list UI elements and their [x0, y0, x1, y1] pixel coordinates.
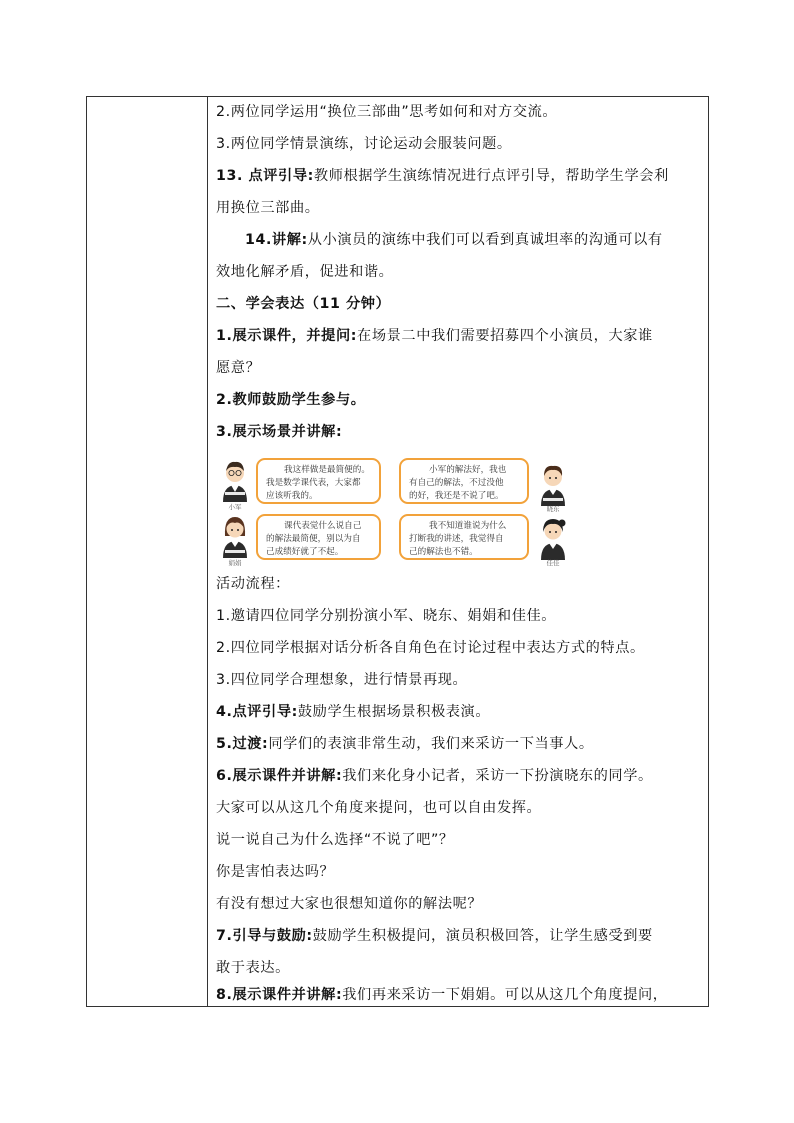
- text-line: [216, 734, 706, 754]
- line-text: 教师根据学生演练情况进行点评引导，帮助学生学会利: [313, 168, 669, 184]
- text-line: [216, 958, 706, 978]
- speech-bubble: [256, 458, 381, 504]
- text-line: [216, 166, 706, 186]
- text-line: [216, 198, 706, 218]
- student-figure-juanjuan: [220, 512, 250, 558]
- scene-illustration: [216, 454, 706, 570]
- line-text: 鼓励学生根据场景积极表演。: [297, 704, 491, 720]
- text-line: [216, 894, 706, 914]
- line-text: 活动流程：: [216, 576, 290, 592]
- bubble-text: 有自己的解法，不过没他: [409, 478, 504, 488]
- line-heading: 8.展示课件并讲解:: [216, 987, 343, 1003]
- bubble-text: 我这样做是最简便的。: [284, 465, 370, 475]
- text-line: [216, 985, 706, 1005]
- text-line: [216, 102, 706, 122]
- line-heading: 13. 点评引导:: [216, 168, 314, 184]
- line-text: 同学们的表演非常生动，我们来采访一下当事人。: [268, 736, 594, 752]
- text-line: [216, 422, 706, 442]
- bubble-text: 我是数学课代表，大家都: [266, 478, 361, 488]
- line-text: 用换位三部曲。: [216, 200, 320, 216]
- figure-label: 佳佳: [546, 559, 560, 567]
- section-heading: [216, 294, 706, 314]
- line-heading: 14.讲解:: [245, 232, 308, 248]
- student-figure-xiaojun: [220, 456, 250, 502]
- lesson-table: [86, 96, 709, 1007]
- line-text: 说一说自己为什么选择“不说了吧”？: [216, 832, 454, 848]
- line-text: 我们再来采访一下娟娟。可以从这几个角度提问，: [342, 987, 668, 1003]
- line-text: 效地化解矛盾，促进和谐。: [216, 264, 394, 280]
- line-text: 我们来化身小记者，采访一下扮演晓东的同学。: [342, 768, 653, 784]
- text-line: [216, 766, 706, 786]
- text-line: [216, 134, 706, 154]
- figure-label: 小军: [228, 503, 242, 511]
- line-text: 2.四位同学根据对话分析各自角色在讨论过程中表达方式的特点。: [216, 640, 645, 656]
- line-heading: 2.教师鼓励学生参与。: [216, 392, 366, 408]
- text-line: [216, 670, 706, 690]
- text-line: [216, 926, 706, 946]
- bubble-text: 己的解法也不错。: [409, 547, 478, 557]
- figure-label: 娟娟: [228, 559, 242, 567]
- bubble-text: 的解法最简便，别以为自: [266, 534, 361, 544]
- student-figure-xiaodong: [538, 460, 568, 506]
- text-line: [216, 702, 706, 722]
- line-heading: 二、学会表达（11 分钟）: [216, 296, 391, 312]
- line-text: 从小演员的演练中我们可以看到真诚坦率的沟通可以有: [307, 232, 663, 248]
- line-heading: 7.引导与鼓励:: [216, 928, 313, 944]
- text-line: [216, 358, 706, 378]
- student-figure-jiajia: [538, 514, 568, 560]
- line-text: 你是害怕表达吗？: [216, 864, 335, 880]
- bubble-text: 应该听我的。: [266, 491, 318, 501]
- text-line: [216, 638, 706, 658]
- line-text: 有没有想过大家也很想知道你的解法呢？: [216, 896, 483, 912]
- speech-bubble: [399, 458, 529, 504]
- bubble-text: 我不知道谁说为什么: [429, 521, 507, 531]
- line-text: 3.两位同学情景演练，讨论运动会服装问题。: [216, 136, 512, 152]
- text-line: [216, 574, 706, 594]
- figure-label: 晓东: [546, 505, 560, 513]
- line-text: 大家可以从这几个角度来提问，也可以自由发挥。: [216, 800, 542, 816]
- line-heading: 5.过渡:: [216, 736, 269, 752]
- line-text: 1.邀请四位同学分别扮演小军、晓东、娟娟和佳佳。: [216, 608, 557, 624]
- line-heading: 6.展示课件并讲解:: [216, 768, 343, 784]
- text-line: [216, 326, 706, 346]
- speech-bubble: [256, 514, 381, 560]
- line-text: 3.四位同学合理想象，进行情景再现。: [216, 672, 468, 688]
- line-text: 在场景二中我们需要招募四个小演员，大家谁: [357, 328, 653, 344]
- bubble-text: 打断我的讲述，我觉得自: [409, 534, 504, 544]
- line-text: 鼓励学生积极提问，演员积极回答，让学生感受到要: [312, 928, 653, 944]
- line-heading: 3.展示场景并讲解:: [216, 424, 343, 440]
- bubble-text: 小军的解法好，我也: [429, 465, 507, 475]
- column-divider: [207, 97, 208, 1006]
- line-text: 2.两位同学运用“换位三部曲”思考如何和对方交流。: [216, 104, 558, 120]
- line-text: 敢于表达。: [216, 960, 290, 976]
- bubble-text: 己成绩好就了不起。: [266, 547, 344, 557]
- bubble-text: 课代表觉什么说自己: [284, 521, 362, 531]
- text-line: [245, 230, 706, 250]
- bubble-text: 的好，我还是不说了吧。: [409, 491, 504, 501]
- line-heading: 1.展示课件，并提问:: [216, 328, 358, 344]
- text-line: [216, 606, 706, 626]
- text-line: [216, 862, 706, 882]
- text-line: [216, 798, 706, 818]
- text-line: [216, 262, 706, 282]
- text-line: [216, 830, 706, 850]
- speech-bubble: [399, 514, 529, 560]
- line-heading: 4.点评引导:: [216, 704, 298, 720]
- text-line: [216, 390, 706, 410]
- line-text: 愿意？: [216, 360, 261, 376]
